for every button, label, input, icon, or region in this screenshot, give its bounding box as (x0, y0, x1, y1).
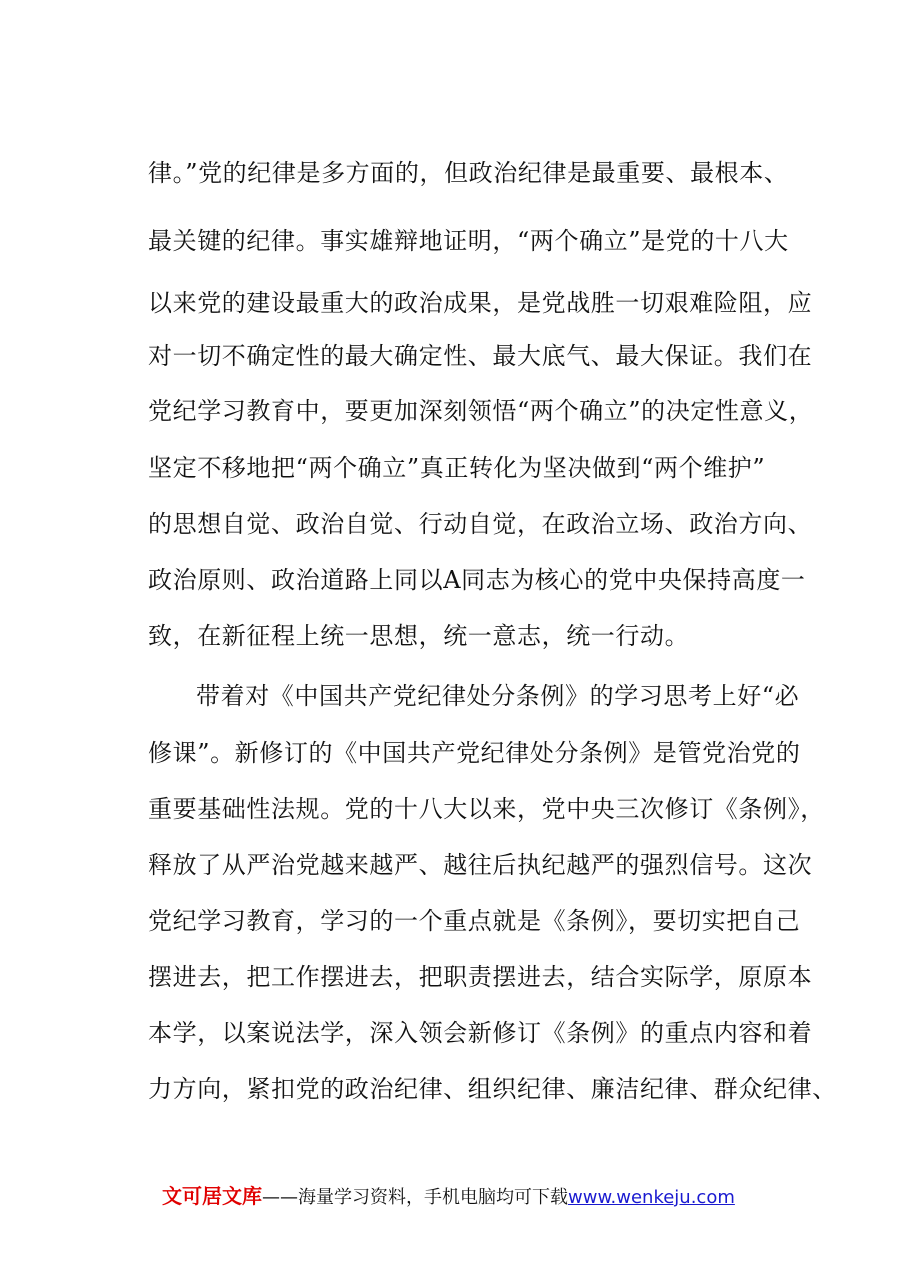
text-line: 对一切不确定性的最大确定性、最大底气、最大保证。我们在 (148, 342, 813, 370)
text-line: 以来党的建设最重大的政治成果，是党战胜一切艰难险阻，应 (148, 289, 813, 317)
text-line: 最关键的纪律。事实雄辩地证明，“两个确立”是党的十八大 (148, 227, 789, 255)
text-line: 坚定不移地把“两个确立”真正转化为坚决做到“两个维护” (148, 454, 766, 482)
text-line: 本学，以案说法学，深入领会新修订《条例》的重点内容和着 (148, 1019, 813, 1047)
text-line: 重要基础性法规。党的十八大以来，党中央三次修订《条例》， (148, 795, 825, 823)
text-line: 党纪学习教育，学习的一个重点就是《条例》，要切实把自己 (148, 907, 801, 935)
footer-banner (162, 1183, 782, 1211)
text-line: 力方向，紧扣党的政治纪律、组织纪律、廉洁纪律、群众纪律、 (148, 1075, 837, 1103)
text-line: 政治原则、政治道路上同以A同志为核心的党中央保持高度一 (148, 566, 806, 594)
website-link[interactable]: www.wenkeju.com (568, 1187, 735, 1208)
brand-name: 文可居文库 (162, 1184, 262, 1208)
text-line: 致，在新征程上统一思想，统一意志，统一行动。 (148, 622, 690, 650)
text-line: 修课”。新修订的《中国共产党纪律处分条例》是管党治党的 (148, 739, 801, 767)
text-line: 律。”党的纪律是多方面的，但政治纪律是最重要、最根本、 (148, 159, 789, 187)
paragraph-first-line: 带着对《中国共产党纪律处分条例》的学习思考上好“必 (196, 682, 800, 710)
footer-tagline: ——海量学习资料，手机电脑均可下载 (262, 1187, 568, 1208)
text-line: 的思想自觉、政治自觉、行动自觉，在政治立场、政治方向、 (148, 510, 813, 538)
text-line: 党纪学习教育中，要更加深刻领悟“两个确立”的决定性意义， (148, 397, 814, 425)
text-line: 释放了从严治党越来越严、越往后执纪越严的强烈信号。这次 (148, 851, 813, 879)
text-line: 摆进去，把工作摆进去，把职责摆进去，结合实际学，原原本 (148, 963, 813, 991)
